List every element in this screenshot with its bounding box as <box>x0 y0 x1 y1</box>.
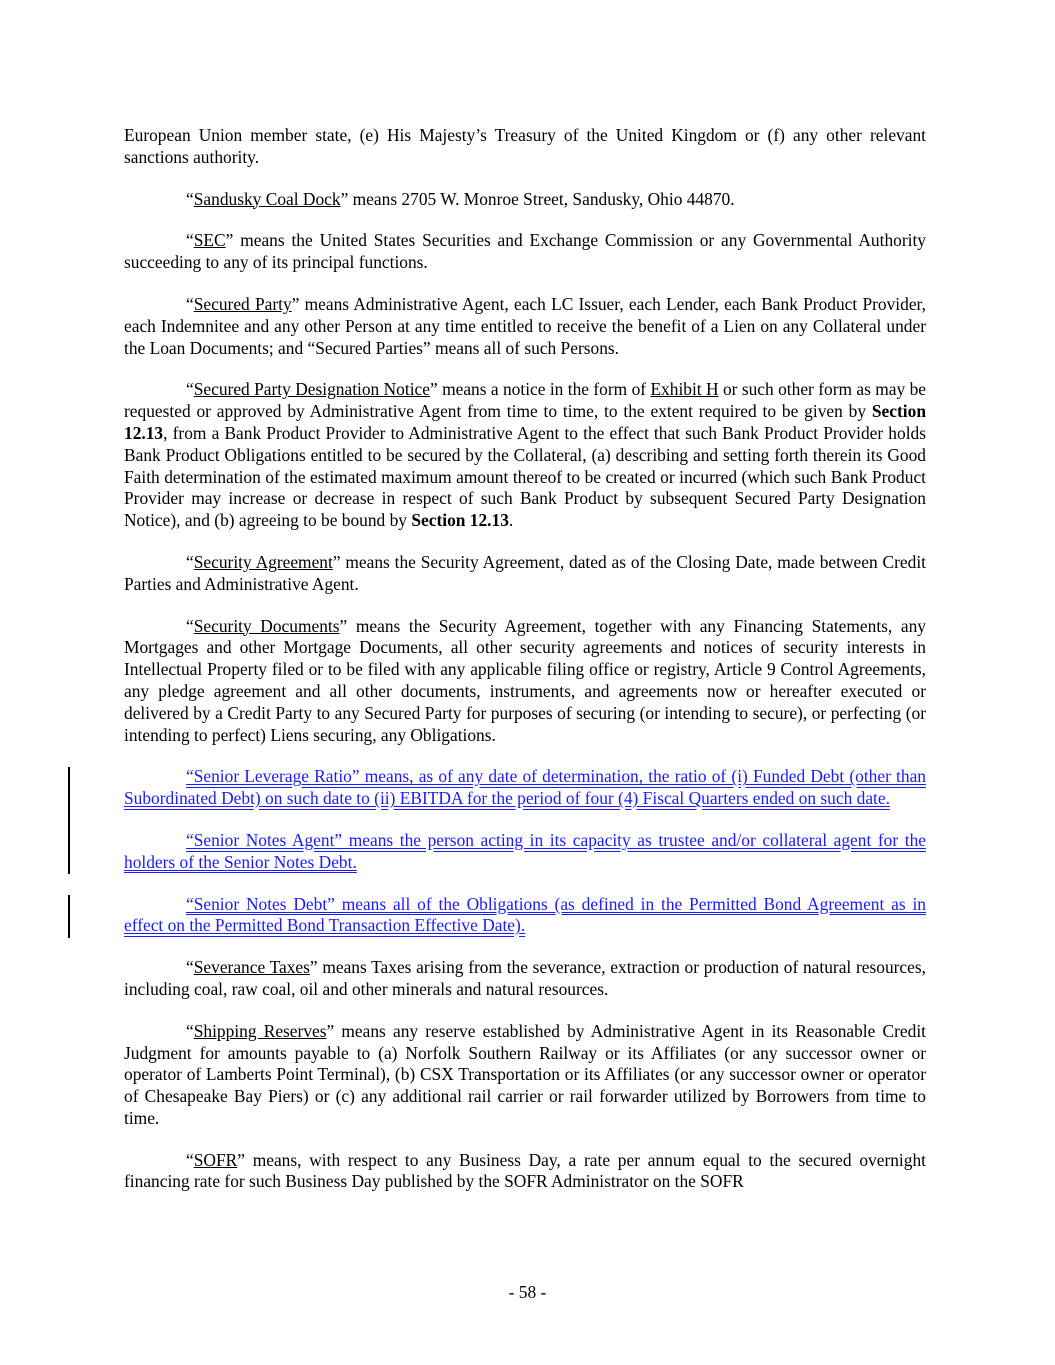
inserted-text: “Senior Notes Agent” means the person acting in its capacity as trustee and/or collateral agent for the holders of the Senior Notes Debt. <box>124 829 926 872</box>
defined-term: Severance Taxes <box>193 957 310 978</box>
definition-senior-leverage-ratio-inserted <box>124 766 926 810</box>
defined-term: Sandusky Coal Dock <box>193 188 341 209</box>
paragraph-sanctions-continued: European Union member state, (e) His Majesty’s Treasury of the United Kingdom or (f) any other relevant sanctions authority. <box>124 125 926 167</box>
defined-term: Security Agreement <box>193 551 333 572</box>
definition-sofr: “SOFR” means, with respect to any Business Day, a rate per annum equal to the secured overnight financing rate for such Business Day published by the SOFR Administrator on the SOFR <box>124 1149 926 1192</box>
change-bar <box>68 831 70 874</box>
inserted-text: “Senior Notes Debt” means all of the Obligations (as defined in the Permitted Bond Agreement as in effect on the Permitted Bond Transaction Effective Date). <box>124 893 926 936</box>
defined-term: SOFR <box>193 1149 238 1170</box>
definition-security-documents: “Security Documents” means the Security Agreement, together with any Financing Statements, any Mortgages and other Mortgage Documents, all other security agreements and notices of security interests in Intellectual Property filed or to be filed with any applicable filing office or registry, Article 9 Control Agreements, any pledge agreement and all other documents, instruments, and agreements now or hereafter executed or delivered by a Credit Party to any Secured Party for purposes of securing (or intending to secure), or perfecting (or intending to perfect) Liens securing, any Obligations. <box>124 615 926 745</box>
definition-sandusky-coal-dock: “Sandusky Coal Dock” means 2705 W. Monroe Street, Sandusky, Ohio 44870. <box>186 188 735 209</box>
document-body <box>124 125 926 1213</box>
definition-secured-party: “Secured Party” means Administrative Agent, each LC Issuer, each Lender, each Bank Product Provider, each Indemnitee and any other Person at any time entitled to receive the benefit of a Lien on any Collateral under the Loan Documents; and “Secured Parties” means all of such Persons. <box>124 293 926 358</box>
change-bar <box>68 895 70 938</box>
change-bar <box>68 767 70 831</box>
page-number: - 58 - <box>508 1282 547 1302</box>
definition-senior-notes-debt-inserted <box>124 894 926 938</box>
defined-term: Secured Party <box>193 293 292 314</box>
defined-term: SEC <box>193 230 226 251</box>
definition-severance-taxes: “Severance Taxes” means Taxes arising from the severance, extraction or production of natural resources, including coal, raw coal, oil and other minerals and natural resources. <box>124 957 926 999</box>
defined-term: Security Documents <box>193 615 340 636</box>
inserted-text: “Senior Leverage Ratio” means, as of any date of determination, the ratio of (i) Funded Debt (other than Subordinated Debt) on such date to (ii) EBITDA for the period of four (4) Fiscal Quarters ended on such date. <box>124 766 926 809</box>
definition-senior-notes-agent-inserted <box>124 830 926 874</box>
definition-shipping-reserves: “Shipping Reserves” means any reserve established by Administrative Agent in its Reasonable Credit Judgment for amounts payable to (a) Norfolk Southern Railway or its Affiliates (or any successor owner or operator of Lamberts Point Terminal), (b) CSX Transportation or its Affiliates (or any successor owner or operator of Chesapeake Bay Piers) or (c) any additional rail carrier or rail forwarder utilized by Borrowers from time to time. <box>124 1020 926 1128</box>
defined-term: Secured Party Designation Notice <box>193 379 430 400</box>
definition-secured-party-designation-notice: “Secured Party Designation Notice” means a notice in the form of Exhibit H or such other form as may be requested or approved by Administrative Agent from time to time, to the extent required to be given by Section 12.13, from a Bank Product Provider to Administrative Agent to the effect that such Bank Product Provider holds Bank Product Obligations entitled to be secured by the Collateral, (a) describing and setting forth therein its Good Faith determination of the estimated maximum amount thereof to be created or incurred (which such Bank Product Provider may increase or decrease in respect of such Bank Product by subsequent Secured Party Designation Notice), and (b) agreeing to be bound by Section 12.13. <box>124 379 926 531</box>
section-reference: Section 12.13 <box>411 510 509 531</box>
definition-security-agreement: “Security Agreement” means the Security Agreement, dated as of the Closing Date, made between Credit Parties and Administrative Agent. <box>124 551 926 594</box>
section-reference: Section 12.13 <box>124 401 926 443</box>
defined-term: Shipping Reserves <box>193 1020 327 1041</box>
exhibit-reference: Exhibit H <box>650 379 719 400</box>
definition-sec: “SEC” means the United States Securities and Exchange Commission or any Governmental Authority succeeding to any of its principal functions. <box>124 230 926 273</box>
